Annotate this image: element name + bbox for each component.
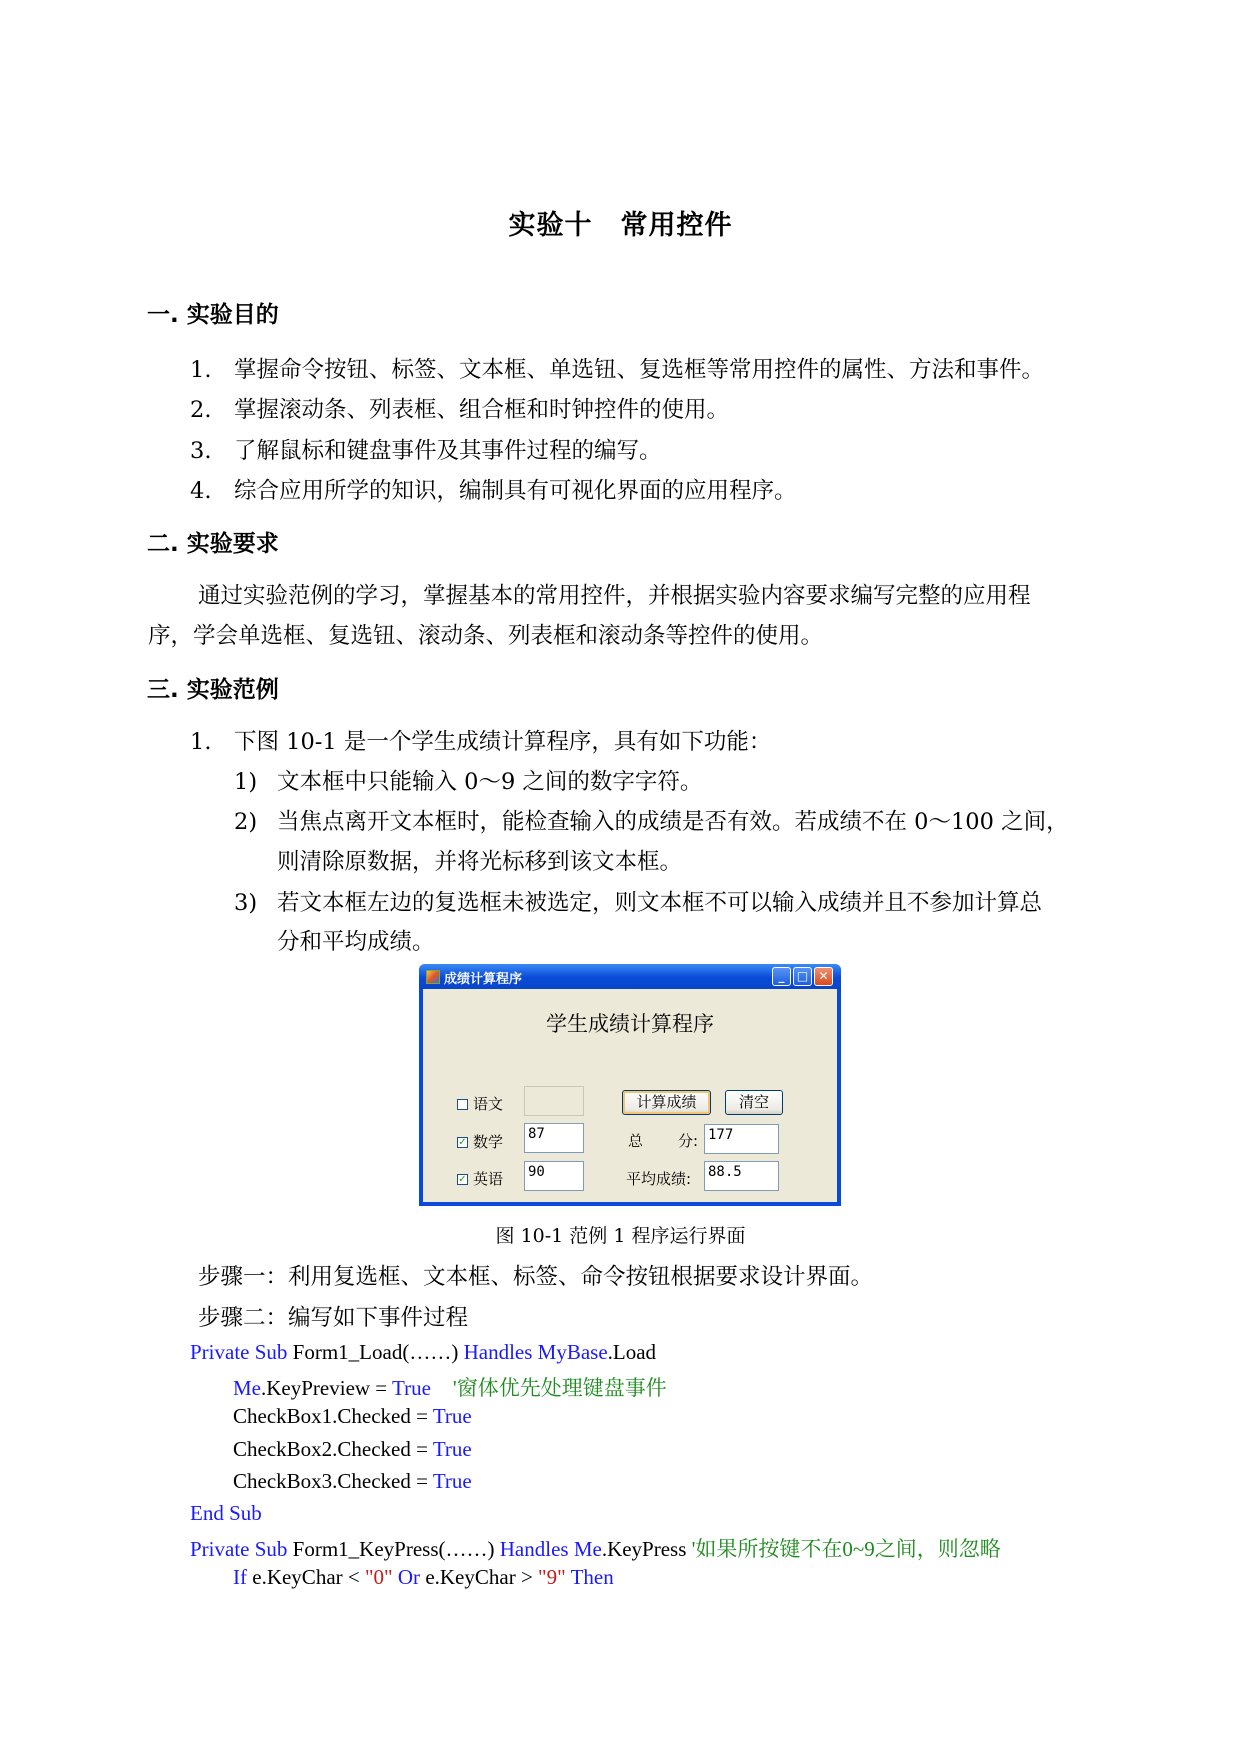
section-heading-objectives: 一. 实验目的 xyxy=(147,302,279,328)
total-label-b: 分: xyxy=(678,1132,699,1150)
sub-list-item-cont: 分和平均成绩。 xyxy=(277,929,435,955)
code-line: Private Sub Form1_Load(……) Handles MyBase.Load xyxy=(190,1340,657,1364)
list-item: 1. 下图 10-1 是一个学生成绩计算程序，具有如下功能： xyxy=(190,729,772,755)
checkbox-chinese-label: 语文 xyxy=(473,1095,504,1113)
window-client-area xyxy=(423,989,837,1202)
list-item: 1. 掌握命令按钮、标签、文本框、单选钮、复选框等常用控件的属性、方法和事件。 xyxy=(190,357,1045,383)
close-button[interactable]: ✕ xyxy=(814,967,833,986)
window-titlebar[interactable] xyxy=(419,964,841,989)
sub-list-item-cont: 则清除原数据，并将光标移到该文本框。 xyxy=(277,849,683,875)
checkbox-math-label: 数学 xyxy=(473,1133,504,1151)
list-item: 3. 了解鼠标和键盘事件及其事件过程的编写。 xyxy=(190,438,662,464)
maximize-button[interactable]: □ xyxy=(793,967,812,986)
total-label-a: 总 xyxy=(628,1132,644,1150)
checkbox-english[interactable]: ✓ xyxy=(458,1174,467,1185)
minimize-button[interactable]: _ xyxy=(772,967,791,986)
chinese-score-input[interactable] xyxy=(524,1086,584,1116)
code-line: CheckBox1.Checked = True xyxy=(233,1404,472,1428)
list-item: 2. 掌握滚动条、列表框、组合框和时钟控件的使用。 xyxy=(190,397,730,423)
app-window xyxy=(419,964,841,1206)
title-part-1: 实验十 xyxy=(508,210,593,241)
step-1: 步骤一：利用复选框、文本框、标签、命令按钮根据要求设计界面。 xyxy=(198,1264,874,1290)
checkbox-english-label: 英语 xyxy=(473,1170,504,1188)
code-line: If e.KeyChar < "0" Or e.KeyChar > "9" Then xyxy=(233,1565,614,1589)
code-line: CheckBox2.Checked = True xyxy=(233,1437,472,1461)
step-2: 步骤二：编写如下事件过程 xyxy=(198,1305,469,1331)
english-score-input[interactable]: 90 xyxy=(524,1161,584,1191)
title-part-2: 常用控件 xyxy=(620,210,733,241)
code-line: Me.KeyPreview = True '窗体优先处理键盘事件 xyxy=(233,1376,667,1400)
sub-list-item: 3) 若文本框左边的复选框未被选定，则文本框不可以输入成绩并且不参加计算总 xyxy=(234,890,1043,916)
sub-list-item: 1) 文本框中只能输入 0～9 之间的数字字符。 xyxy=(234,769,703,795)
app-icon xyxy=(426,970,440,984)
code-line: End Sub xyxy=(190,1501,262,1525)
section-heading-requirements: 二. 实验要求 xyxy=(147,531,279,557)
checkbox-chinese[interactable] xyxy=(457,1099,468,1110)
average-output[interactable]: 88.5 xyxy=(704,1161,779,1191)
calculate-button[interactable]: 计算成绩 xyxy=(622,1090,711,1115)
window-title: 成绩计算程序 xyxy=(444,972,523,987)
paragraph-line: 通过实验范例的学习，掌握基本的常用控件，并根据实验内容要求编写完整的应用程 xyxy=(198,583,1031,609)
average-label: 平均成绩: xyxy=(626,1170,692,1188)
list-item: 4. 综合应用所学的知识，编制具有可视化界面的应用程序。 xyxy=(190,478,797,504)
checkbox-math[interactable]: ✓ xyxy=(458,1137,467,1148)
code-line: CheckBox3.Checked = True xyxy=(233,1469,472,1493)
figure-caption: 图 10-1 范例 1 程序运行界面 xyxy=(495,1225,746,1247)
form-heading: 学生成绩计算程序 xyxy=(546,1012,714,1036)
section-heading-example: 三. 实验范例 xyxy=(147,677,279,703)
code-line: Private Sub Form1_KeyPress(……) Handles Me.KeyPress '如果所按键不在0~9之间，则忽略 xyxy=(190,1537,1001,1561)
math-score-input[interactable]: 87 xyxy=(524,1123,584,1153)
paragraph-line: 序，学会单选框、复选钮、滚动条、列表框和滚动条等控件的使用。 xyxy=(148,623,824,649)
sub-list-item: 2) 当焦点离开文本框时，能检查输入的成绩是否有效。若成绩不在 0～100 之间， xyxy=(234,809,1069,835)
page-title xyxy=(0,203,1241,242)
total-output[interactable]: 177 xyxy=(704,1124,779,1154)
clear-button[interactable]: 清空 xyxy=(725,1090,783,1115)
